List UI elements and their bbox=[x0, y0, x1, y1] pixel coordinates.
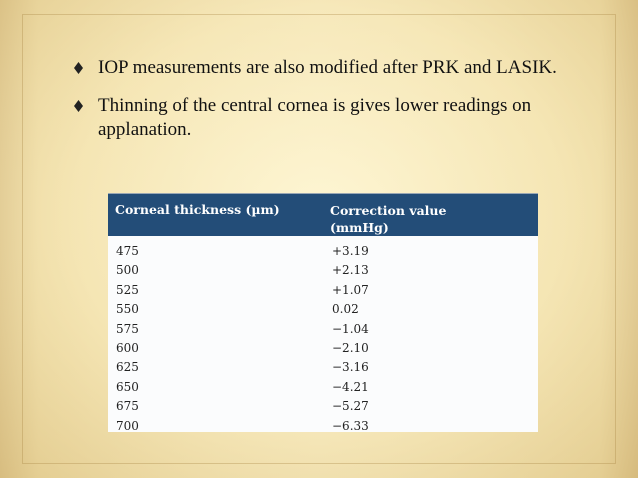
correction-table bbox=[108, 193, 538, 432]
table-row bbox=[108, 260, 538, 279]
diamond-bullet-icon bbox=[74, 62, 83, 74]
correction-cell: −5.27 bbox=[332, 399, 369, 414]
bullet-item bbox=[72, 56, 572, 80]
table-row bbox=[108, 319, 538, 338]
thickness-cell: 600 bbox=[116, 340, 139, 355]
bullet-item bbox=[72, 94, 572, 142]
correction-cell: +2.13 bbox=[332, 263, 369, 278]
bullet-text: IOP measurements are also modified after PRK and LASIK. bbox=[98, 57, 557, 78]
table-row bbox=[108, 416, 538, 435]
table-header bbox=[108, 194, 538, 236]
correction-cell: +1.07 bbox=[332, 282, 369, 297]
table-row bbox=[108, 396, 538, 415]
correction-cell: +3.19 bbox=[332, 244, 369, 258]
thickness-cell: 525 bbox=[116, 282, 139, 297]
diamond-bullet-icon bbox=[74, 100, 83, 112]
thickness-cell: 650 bbox=[116, 379, 139, 394]
thickness-cell: 575 bbox=[116, 321, 139, 336]
correction-cell: −4.21 bbox=[332, 379, 369, 394]
thickness-cell: 475 bbox=[116, 244, 139, 258]
thickness-cell: 625 bbox=[116, 360, 139, 375]
correction-cell: −2.10 bbox=[332, 340, 369, 355]
thickness-cell: 500 bbox=[116, 263, 139, 278]
table-row bbox=[108, 241, 538, 260]
correction-cell: −1.04 bbox=[332, 321, 369, 336]
thickness-cell: 675 bbox=[116, 399, 139, 414]
thickness-cell: 550 bbox=[116, 302, 139, 317]
correction-cell: 0.02 bbox=[332, 302, 359, 317]
column-header: Correction value (mmHg) bbox=[330, 203, 447, 235]
table-row bbox=[108, 377, 538, 396]
correction-cell: −3.16 bbox=[332, 360, 369, 375]
table-row bbox=[108, 338, 538, 357]
thickness-cell: 700 bbox=[116, 418, 139, 433]
table-row bbox=[108, 299, 538, 318]
correction-cell: −6.33 bbox=[332, 418, 369, 433]
column-header: Corneal thickness (µm) bbox=[115, 202, 280, 217]
slide-content bbox=[72, 56, 572, 156]
table-row bbox=[108, 357, 538, 376]
table-body bbox=[108, 236, 538, 435]
bullet-text: Thinning of the central cornea is gives lower readings on applanation. bbox=[98, 95, 532, 140]
table-row bbox=[108, 280, 538, 299]
